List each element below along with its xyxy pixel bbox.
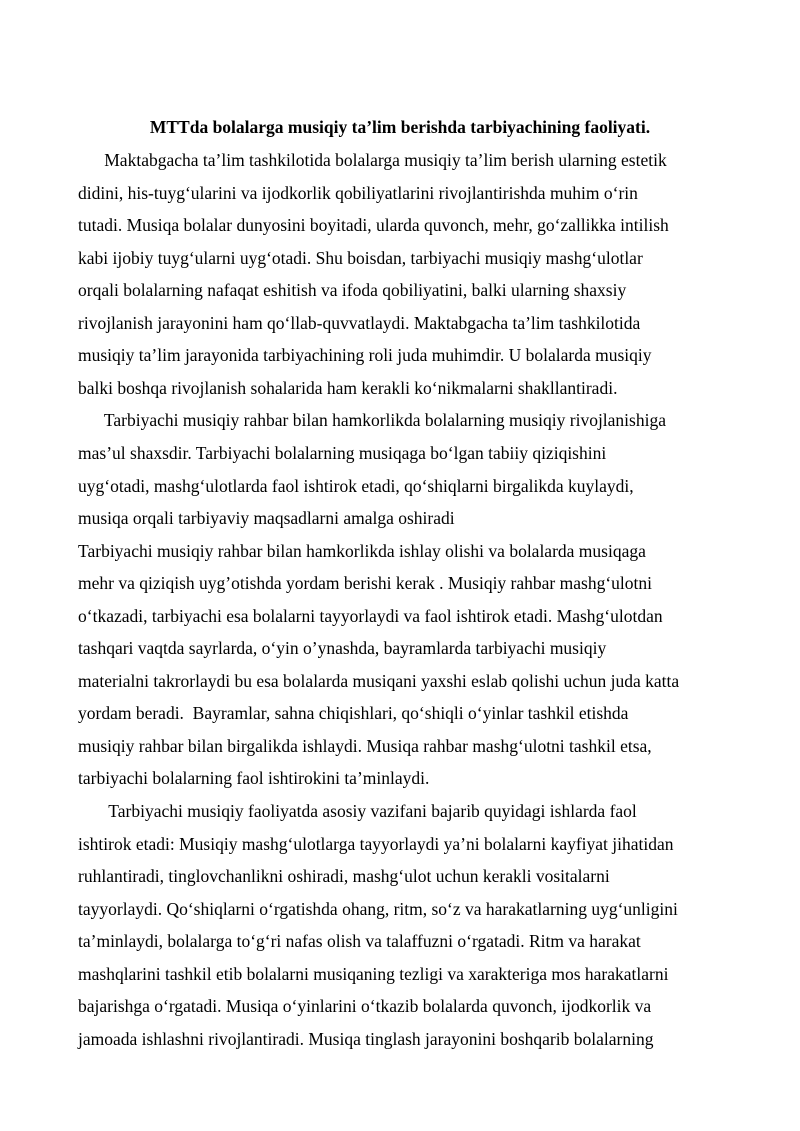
text-line: jamoada ishlashni rivojlantiradi. Musiqa tinglash jarayonini boshqarib bolalarning — [78, 1028, 654, 1049]
text-line: Maktabgacha ta’lim tashkilotida bolalarga musiqiy ta’lim berish ularning estetik — [78, 150, 667, 170]
text-line: orqali bolalarning nafaqat eshitish va ifoda qobiliyatini, balki ularning shaxsiy — [78, 280, 627, 301]
text-line: uyg‘otadi, mashg‘ulotlarda faol ishtirok etadi, qo‘shiqlarni birgalikda kuylaydi, — [78, 475, 634, 496]
text-line: Tarbiyachi musiqiy rahbar bilan hamkorlikda ishlay olishi va bolalarda musiqaga — [78, 540, 646, 561]
text-line: ishtirok etadi: Musiqiy mashg‘ulotlarga tayyorlaydi ya’ni bolalarni kayfiyat jihatidan — [78, 833, 674, 854]
text-line: tarbiyachi bolalarning faol ishtirokini ta’minlaydi. — [78, 768, 430, 789]
text-line: ta’minlaydi, bolalarga to‘g‘ri nafas olish va talaffuzni o‘rgatadi. Ritm va harakat — [78, 931, 641, 952]
text-line: didini, his-tuyg‘ularini va ijodkorlik qobiliyatlarini rivojlantirishda muhim o‘rin — [78, 182, 638, 203]
text-line: tayyorlaydi. Qo‘shiqlarni o‘rgatishda ohang, ritm, so‘z va harakatlarning uyg‘unligini — [78, 898, 678, 919]
text-line: o‘tkazadi, tarbiyachi esa bolalarni tayyorlaydi va faol ishtirok etadi. Mashg‘ulotdan — [78, 605, 663, 626]
text-line: ruhlantiradi, tinglovchanlikni oshiradi, mashg‘ulot uchun kerakli vositalarni — [78, 866, 610, 887]
text-line: mehr va qiziqish uyg’otishda yordam berishi kerak . Musiqiy rahbar mashg‘ulotni — [78, 573, 652, 594]
text-line: tashqari vaqtda sayrlarda, o‘yin o’ynashda, bayramlarda tarbiyachi musiqiy — [78, 638, 607, 659]
text-line: musiqiy rahbar bilan birgalikda ishlaydi. Musiqa rahbar mashg‘ulotni tashkil etsa, — [78, 735, 652, 756]
text-line: mas’ul shaxsdir. Tarbiyachi bolalarning musiqaga bo‘lgan tabiiy qiziqishini — [78, 442, 607, 463]
text-line: kabi ijobiy tuyg‘ularni uyg‘otadi. Shu boisdan, tarbiyachi musiqiy mashg‘ulotlar — [78, 247, 643, 268]
text-line: materialni takrorlaydi bu esa bolalarda musiqani yaxshi eslab qolishi uchun juda katta — [78, 670, 680, 691]
text-line: mashqlarini tashkil etib bolalarni musiqaning tezligi va xarakteriga mos harakatlarni — [78, 963, 669, 984]
text-line: tutadi. Musiqa bolalar dunyosini boyitadi, ularda quvonch, mehr, go‘zallikka intilish — [78, 215, 669, 236]
text-line: Tarbiyachi musiqiy rahbar bilan hamkorlikda bolalarning musiqiy rivojlanishiga — [78, 410, 666, 431]
text-line: balki boshqa rivojlanish sohalarida ham kerakli ko‘nikmalarni shakllantiradi. — [78, 377, 618, 398]
text-line: Tarbiyachi musiqiy faoliyatda asosiy vazifani bajarib quyidagi ishlarda faol — [78, 801, 637, 821]
text-line: musiqiy ta’lim jarayonida tarbiyachining roli juda muhimdir. U bolalarda musiqiy — [78, 345, 652, 366]
text-line: rivojlanish jarayonini ham qo‘llab-quvvatlaydi. Maktabgacha ta’lim tashkilotida — [78, 312, 641, 333]
document-title: MTTda bolalarga musiqiy ta’lim berishda tarbiyachining faoliyati. — [149, 117, 651, 137]
text-line: bajarishga o‘rgatadi. Musiqa o‘yinlarini o‘tkazib bolalarda quvonch, ijodkorlik va — [78, 996, 652, 1017]
text-line: musiqa orqali tarbiyaviy maqsadlarni amalga oshiradi — [78, 508, 455, 528]
text-line: yordam beradi. Bayramlar, sahna chiqishlari, qo‘shiqli o‘yinlar tashkil etishda — [78, 703, 629, 724]
